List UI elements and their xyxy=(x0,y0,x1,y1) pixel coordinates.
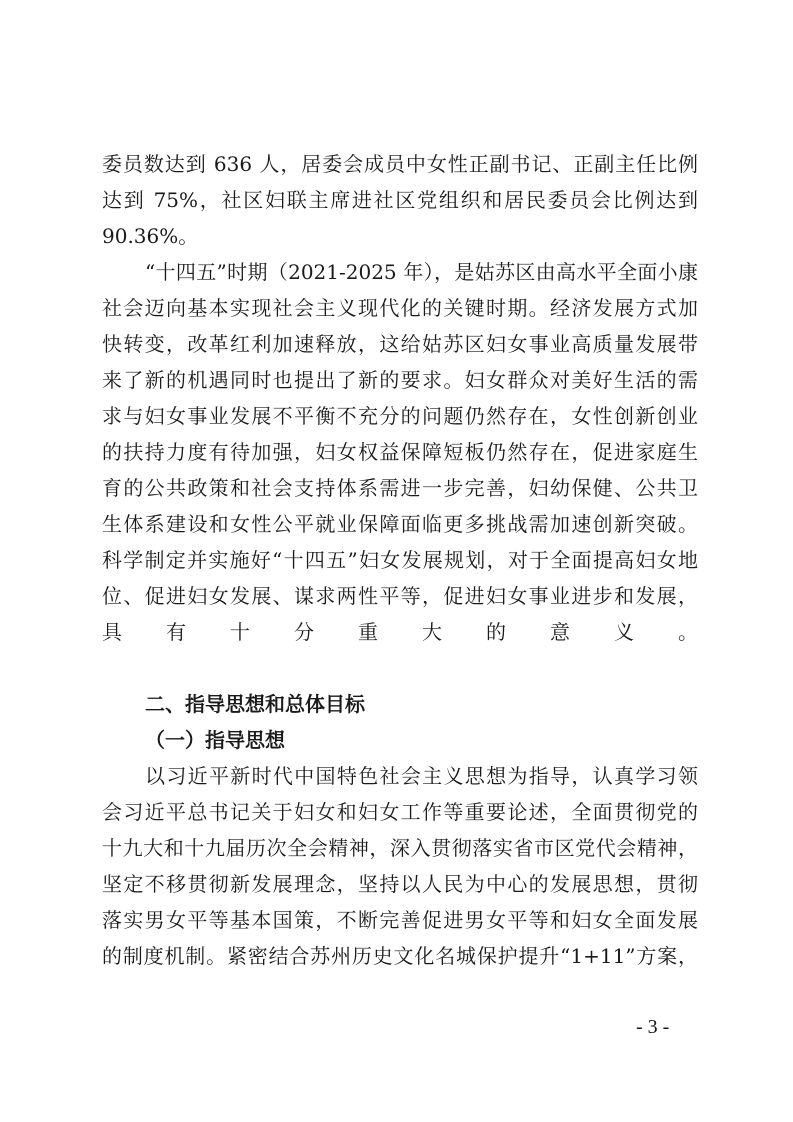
paragraph-line: 十九大和十九届历次全会精神，深入贯彻落实省市区党代会精神， xyxy=(102,836,698,860)
subsection-heading: （一）指导思想 xyxy=(145,728,285,752)
paragraph-line: 达到 75%，社区妇联主席进社区党组织和居民委员会比例达到 xyxy=(102,188,698,212)
paragraph-line: 会习近平总书记关于妇女和妇女工作等重要论述，全面贯彻党的 xyxy=(102,800,698,824)
paragraph-line: 委员数达到 636 人，居委会成员中女性正副书记、正副主任比例 xyxy=(102,152,698,176)
paragraph-line: 来了新的机遇同时也提出了新的要求。妇女群众对美好生活的需 xyxy=(102,368,698,392)
paragraph-line: 求与妇女事业发展不平衡不充分的问题仍然存在，女性创新创业 xyxy=(102,404,698,428)
paragraph-line: 科学制定并实施好“十四五”妇女发展规划，对于全面提高妇女地 xyxy=(102,548,698,572)
paragraph-line: 的制度机制。紧密结合苏州历史文化名城保护提升“1+11”方案， xyxy=(102,944,698,968)
paragraph-line: 位、促进妇女发展、谋求两性平等，促进妇女事业进步和发展， xyxy=(102,584,698,608)
paragraph-line xyxy=(102,650,698,686)
paragraph-line: 社会迈向基本实现社会主义现代化的关键时期。经济发展方式加 xyxy=(102,296,698,320)
paragraph-line: “十四五”时期（2021-2025 年），是姑苏区由高水平全面小康 xyxy=(145,260,698,284)
paragraph-line: 具有十分重大的意义。 xyxy=(102,620,698,644)
paragraph-line: 快转变，改革红利加速释放，这给姑苏区妇女事业高质量发展带 xyxy=(102,332,698,356)
paragraph-line: 的扶持力度有待加强，妇女权益保障短板仍然存在，促进家庭生 xyxy=(102,440,698,464)
paragraph-line: 以习近平新时代中国特色社会主义思想为指导，认真学习领 xyxy=(145,764,698,788)
paragraph-line: 生体系建设和女性公平就业保障面临更多挑战需加速创新突破。 xyxy=(102,512,698,536)
section-heading: 二、指导思想和总体目标 xyxy=(145,692,365,716)
paragraph-line: 育的公共政策和社会支持体系需进一步完善，妇幼保健、公共卫 xyxy=(102,476,698,500)
paragraph-line: 落实男女平等基本国策，不断完善促进男女平等和妇女全面发展 xyxy=(102,908,698,932)
paragraph-line: 坚定不移贯彻新发展理念，坚持以人民为中心的发展思想，贯彻 xyxy=(102,872,698,896)
paragraph-line: 90.36%。 xyxy=(102,224,199,248)
page-number: - 3 - xyxy=(636,1016,670,1038)
